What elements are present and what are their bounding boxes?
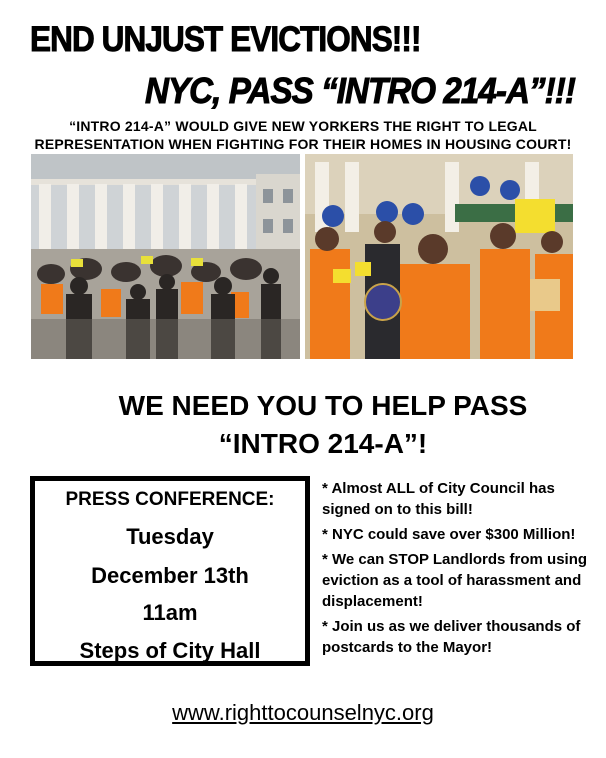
press-heading: PRESS CONFERENCE:	[65, 489, 275, 510]
callout-line-2: “INTRO 214-A”!	[218, 428, 428, 459]
press-date: December 13th	[91, 563, 249, 588]
press-time: 11am	[142, 600, 198, 625]
bullet-item: * Join us as we deliver thousands of postcards to the Mayor!	[322, 618, 581, 656]
website-link[interactable]: www.righttocounselnyc.org	[172, 700, 434, 725]
callout-line-1: WE NEED YOU TO HELP PASS	[118, 390, 528, 421]
press-day: Tuesday	[126, 524, 214, 549]
headline-end-evictions: END UNJUST EVICTIONS!!!	[30, 20, 421, 59]
headline-pass-intro: NYC, PASS “INTRO 214-A”!!!	[145, 70, 575, 111]
bullet-item: * We can STOP Landlords from using eviction as a tool of harassment and displacement!	[322, 551, 588, 610]
press-conference-box	[30, 476, 310, 666]
subtitle-line-1: “INTRO 214-A” WOULD GIVE NEW YORKERS THE RIGHT TO LEGAL	[69, 118, 537, 134]
bullet-item: * Almost ALL of City Council has signed on to this bill!	[322, 480, 555, 518]
photo-rally-orange-shirts	[305, 154, 573, 359]
bullet-item: * NYC could save over $300 Million!	[322, 526, 576, 543]
press-place: Steps of City Hall	[79, 638, 261, 663]
subtitle-line-2: REPRESENTATION WHEN FIGHTING FOR THEIR HOMES IN HOUSING COURT!	[34, 136, 572, 152]
bullet-list	[322, 478, 592, 662]
photo-rally-city-hall	[31, 154, 300, 359]
